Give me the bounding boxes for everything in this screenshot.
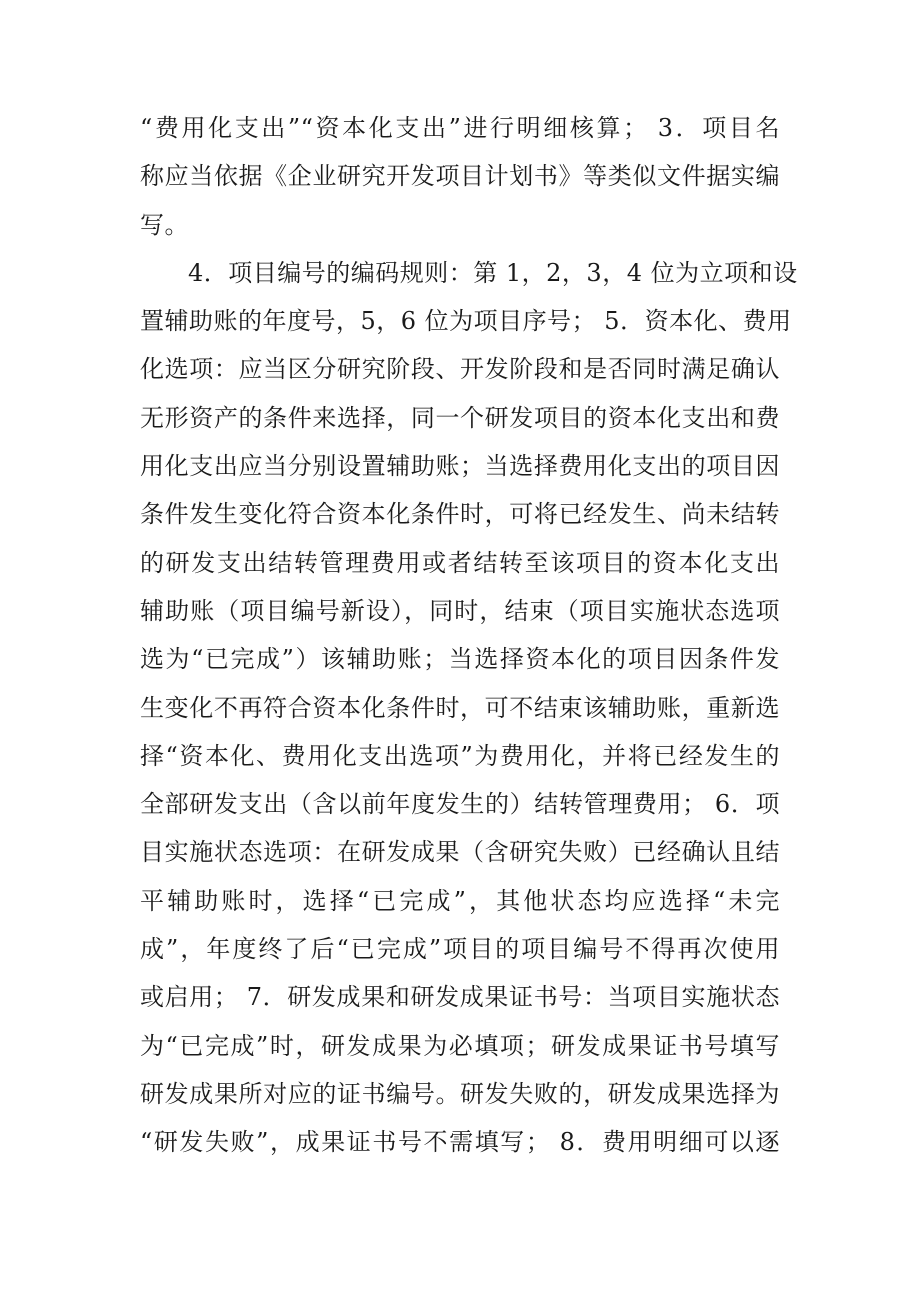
- paragraph-1: [140, 104, 780, 249]
- text-line: 4．项目编号的编码规则：第 1，2，3，4 位为立项和设: [188, 258, 798, 287]
- text-line: 或启用； 7．研发成果和研发成果证书号：当项目实施状态: [140, 983, 780, 1012]
- text-line: 化选项：应当区分研究阶段、开发阶段和是否同时满足确认: [140, 355, 780, 384]
- text-line: 为“已完成”时，研发成果为必填项；研发成果证书号填写: [140, 1031, 780, 1060]
- text-line: 生变化不再符合资本化条件时，可不结束该辅助账，重新选: [140, 693, 780, 722]
- text-line: 全部研发支出（含以前年度发生的）结转管理费用； 6．项: [140, 790, 780, 819]
- text-line: 条件发生变化符合资本化条件时，可将已经发生、尚未结转: [140, 500, 780, 529]
- text-line: 目实施状态选项：在研发成果（含研究失败）已经确认且结: [140, 838, 780, 867]
- text-line: 称应当依据《企业研究开发项目计划书》等类似文件据实编: [140, 162, 780, 191]
- text-line: “研发失败”，成果证书号不需填写； 8．费用明细可以逐: [140, 1128, 780, 1157]
- text-line: 用化支出应当分别设置辅助账；当选择费用化支出的项目因: [140, 452, 780, 481]
- text-line: 置辅助账的年度号，5，6 位为项目序号； 5．资本化、费用: [140, 307, 792, 336]
- paragraph-2: [140, 249, 798, 1167]
- text-line: “费用化支出”“资本化支出”进行明细核算； 3．项目名: [140, 114, 780, 142]
- text-line: 平辅助账时，选择“已完成”，其他状态均应选择“未完: [140, 886, 780, 915]
- text-line: 研发成果所对应的证书编号。研发失败的，研发成果选择为: [140, 1079, 780, 1108]
- document-body: [140, 104, 798, 1167]
- text-line: 无形资产的条件来选择，同一个研发项目的资本化支出和费: [140, 403, 780, 432]
- text-line: 选为“已完成”）该辅助账；当选择资本化的项目因条件发: [140, 645, 780, 674]
- text-line: 辅助账（项目编号新设），同时，结束（项目实施状态选项: [140, 596, 780, 625]
- text-line: 写。: [140, 210, 189, 239]
- text-line: 成”，年度终了后“已完成”项目的项目编号不得再次使用: [140, 935, 780, 964]
- text-line: 择“资本化、费用化支出选项”为费用化，并将已经发生的: [140, 741, 780, 770]
- text-line: 的研发支出结转管理费用或者结转至该项目的资本化支出: [140, 548, 780, 577]
